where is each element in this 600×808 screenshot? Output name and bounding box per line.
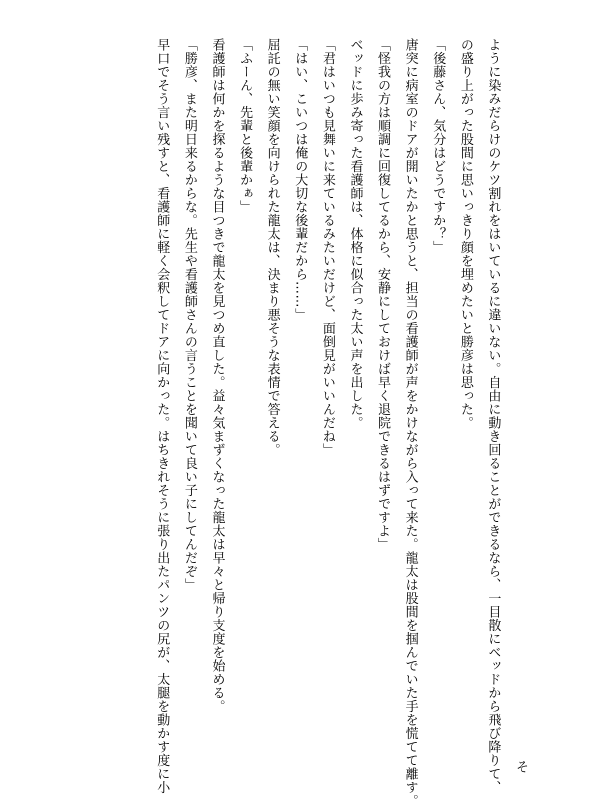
text-line: 早口でそう言い残すと、看護師に軽く会釈してドアに向かった。はちきれそうに張り出たパンツの尻が、太腿を動かす度に小 bbox=[154, 38, 170, 794]
text-line: 唐突に病室のドアが開いたかと思うと、担当の看護師が声をかけながら入って来た。龍太は股間を掴んでいた手を慌てて離す。 bbox=[402, 38, 418, 808]
text-line: そ bbox=[513, 760, 528, 774]
text-line: 「はい、こいつは俺の大切な後輩だから……」 bbox=[292, 38, 308, 322]
text-line: 「怪我の方は順調に回復してるから、安静にしておけば早く退院できるはずですよ」 bbox=[375, 38, 391, 551]
text-line: 看護師は何かを探るような目つきで龍太を見つめ直した。益々気まずくなった龍太は早々と帰り支度を始める。 bbox=[209, 38, 225, 713]
text-line: 「勝彦、また明日来るからな。先生や看護師さんの言うことを聞いて良い子にしてんだぞ」 bbox=[181, 38, 197, 592]
text-line: ように染みだらけのケツ割れをはいているに違いない。自由に動き回ることができるなら、一目散にベッドから飛び降りて、 bbox=[485, 38, 501, 794]
text-line: ベッドに歩み寄った看護師は、体格に似合った太い声を出した。 bbox=[347, 38, 363, 430]
text-line: 「君はいつも見舞いに来ているみたいだけど、面倒見がいいんだね」 bbox=[319, 38, 335, 457]
vertical-text-body bbox=[148, 38, 534, 808]
text-line: 「後藤さん、気分はどうですか？」 bbox=[430, 38, 446, 254]
text-line: の盛り上がった股間に思いっきり顔を埋めたいと勝彦は思った。 bbox=[457, 38, 473, 430]
text-line: 屈託の無い笑顔を向けられた龍太は、決まり悪そうな表情で答える。 bbox=[264, 38, 280, 457]
text-line: 「ふーん、先輩と後輩かぁ」 bbox=[237, 38, 253, 214]
